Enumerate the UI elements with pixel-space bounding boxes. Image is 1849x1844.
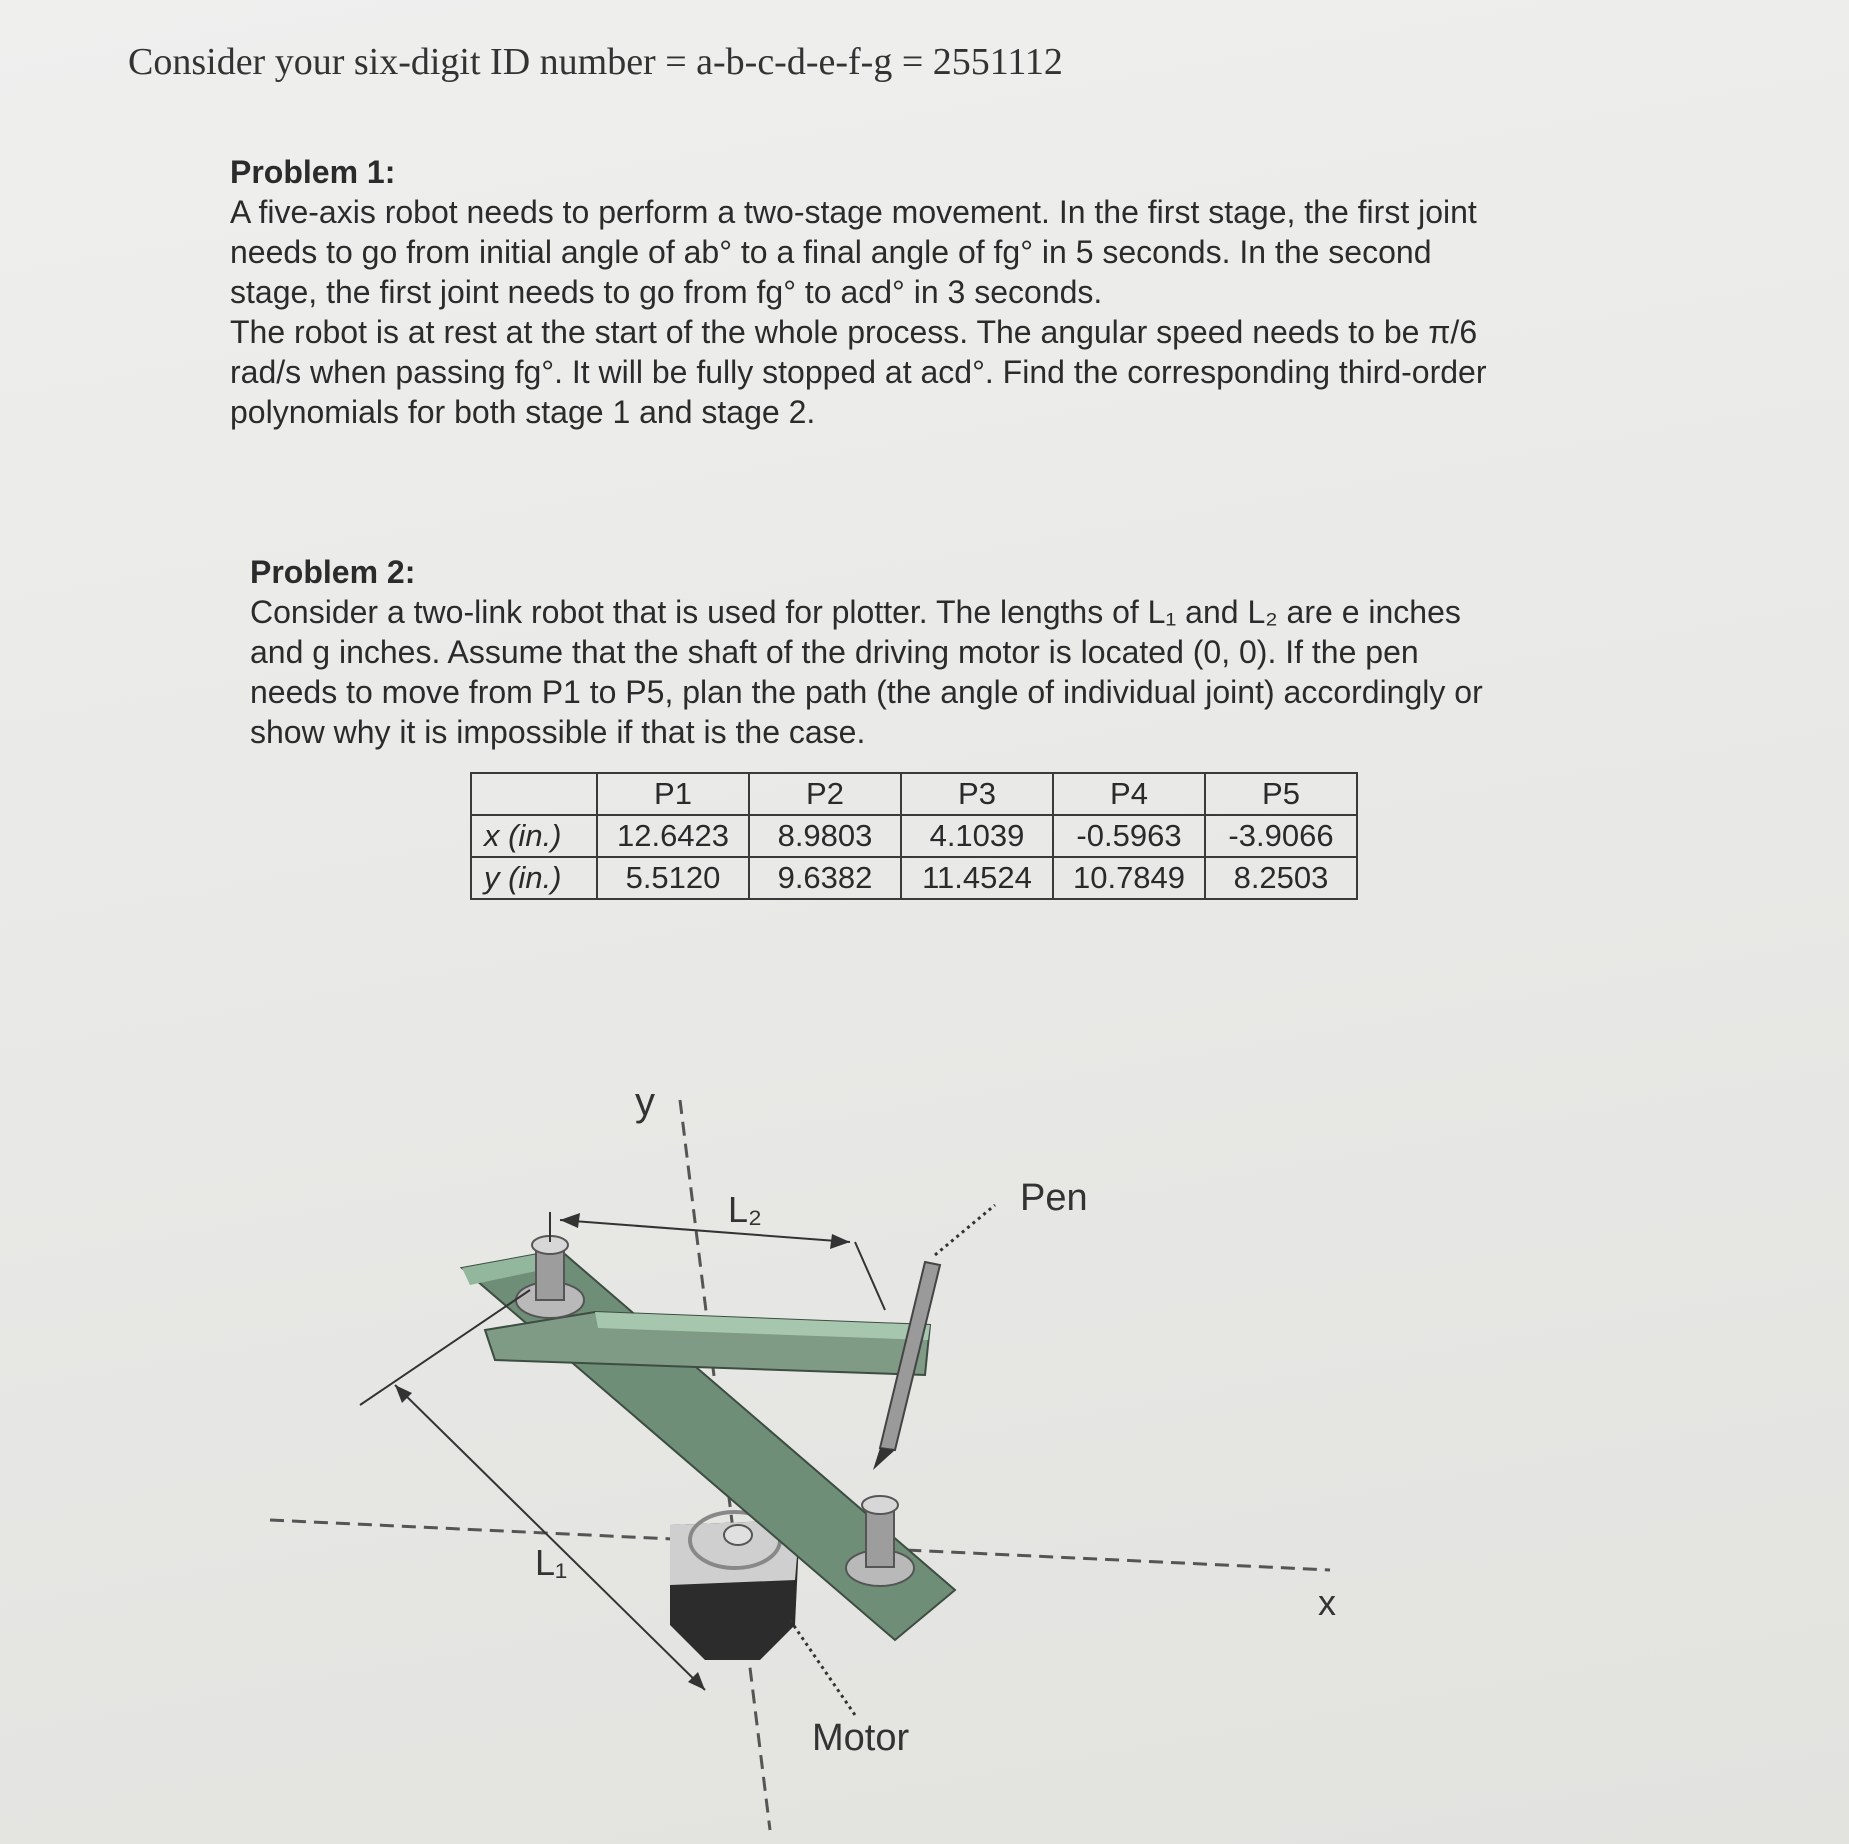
table-header-cell: P2: [749, 773, 901, 815]
problem-1-line: The robot is at rest at the start of the whole process. The angular speed needs to be π/6: [230, 314, 1478, 350]
table-cell: 9.6382: [749, 857, 901, 899]
y-axis-label: y: [635, 1080, 655, 1124]
table-cell: 11.4524: [901, 857, 1053, 899]
table-cell: 4.1039: [901, 815, 1053, 857]
l2-extension-right: [855, 1242, 885, 1310]
base-joint-cap: [862, 1496, 898, 1514]
table-cell: 5.5120: [597, 857, 749, 899]
pen-leader-line: [935, 1205, 995, 1255]
table-cell: -0.5963: [1053, 815, 1205, 857]
table-header-cell: P3: [901, 773, 1053, 815]
problem-1-line: stage, the first joint needs to go from fg° to acd° in 3 seconds.: [230, 274, 1103, 310]
table-header-cell: P5: [1205, 773, 1357, 815]
l2-dimension-line: [560, 1220, 850, 1242]
problem-2-line: and g inches. Assume that the shaft of the driving motor is located (0, 0). If the pen: [250, 634, 1419, 670]
table-cell: 8.2503: [1205, 857, 1357, 899]
table-cell: -3.9066: [1205, 815, 1357, 857]
table-row-label: x (in.): [471, 815, 597, 857]
pen-label: Pen: [1020, 1177, 1088, 1219]
motor-shaft: [724, 1525, 752, 1545]
table-cell: 10.7849: [1053, 857, 1205, 899]
problem-1-line: rad/s when passing fg°. It will be fully stopped at acd°. Find the corresponding third-order: [230, 354, 1487, 390]
x-axis-label: x: [1318, 1582, 1336, 1623]
l2-arrowhead-end: [830, 1234, 850, 1249]
table-header-cell: P4: [1053, 773, 1205, 815]
table-row-label: y (in.): [471, 857, 597, 899]
link-l2: [485, 1312, 930, 1375]
motor-leader-line: [790, 1620, 855, 1715]
problem-1-heading: Problem 1:: [230, 154, 396, 190]
pen-tip: [873, 1448, 895, 1470]
table-cell: 8.9803: [749, 815, 901, 857]
problem-2-line: needs to move from P1 to P5, plan the path (the angle of individual joint) accordingly or: [250, 674, 1483, 710]
problem-2-line: Consider a two-link robot that is used for plotter. The lengths of L₁ and L₂ are e inches: [250, 594, 1461, 630]
l2-arrowhead-start: [560, 1213, 580, 1228]
problem-1-line: A five-axis robot needs to perform a two-stage movement. In the first stage, the first joint: [230, 194, 1477, 230]
l2-label: L₂: [728, 1189, 762, 1230]
l1-label: L₁: [535, 1542, 568, 1583]
problem-1-line: polynomials for both stage 1 and stage 2.: [230, 394, 816, 430]
table-cell: 12.6423: [597, 815, 749, 857]
problem-1-line: needs to go from initial angle of ab° to a final angle of fg° in 5 seconds. In the second: [230, 234, 1432, 270]
table-header-cell: P1: [597, 773, 749, 815]
id-number-statement: Consider your six-digit ID number = a-b-c-d-e-f-g = 2551112: [128, 41, 1063, 83]
motor-label: Motor: [812, 1717, 910, 1759]
problem-2-heading: Problem 2:: [250, 554, 416, 590]
problem-2-line: show why it is impossible if that is the case.: [250, 714, 866, 750]
